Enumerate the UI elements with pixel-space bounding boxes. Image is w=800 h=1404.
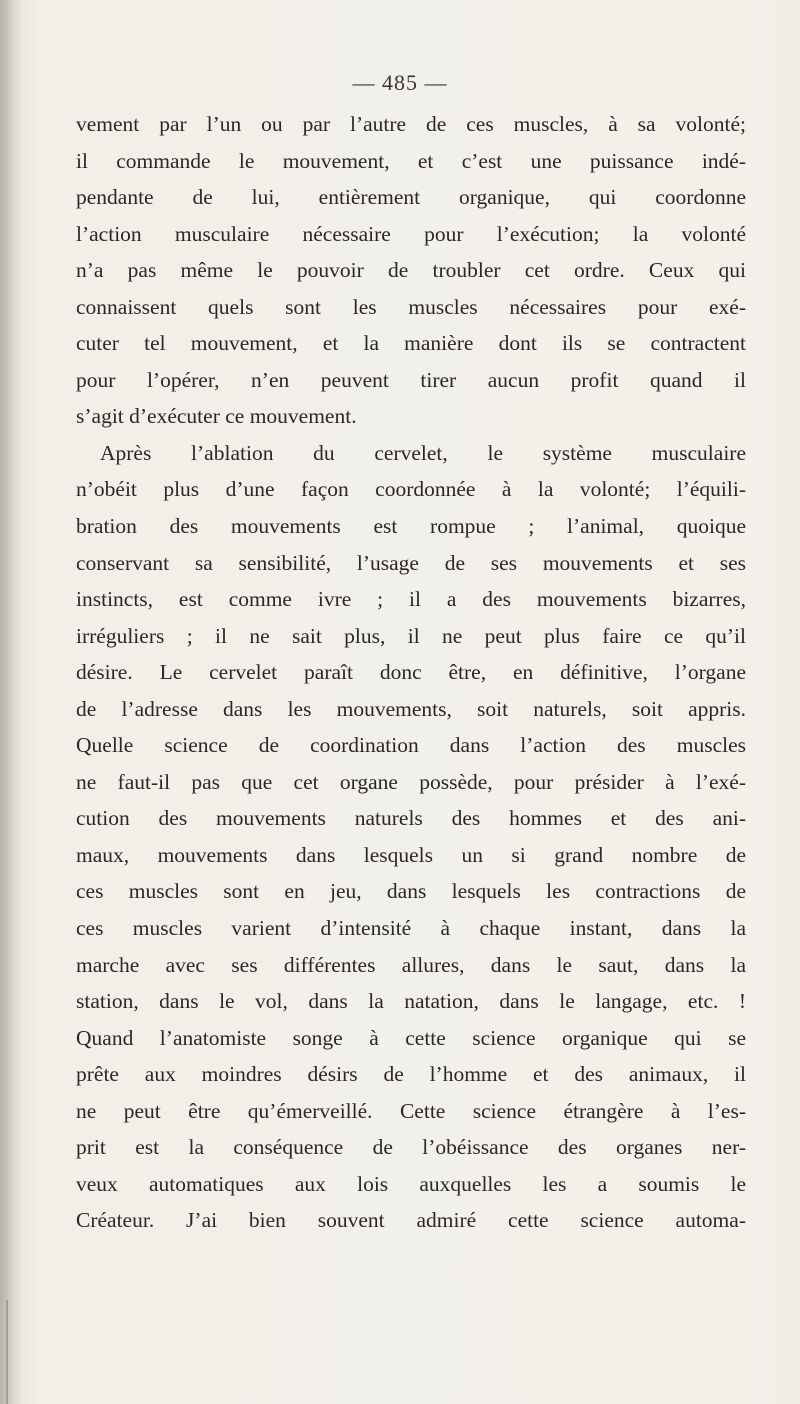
text-line: pour l’opérer, n’en peuvent tirer aucun profit quand il: [76, 367, 746, 392]
binding-edge-mark: [6, 1300, 8, 1404]
text-line: Créateur. J’ai bien souvent admiré cette science automa-: [76, 1208, 746, 1233]
text-line: ne peut être qu’émerveillé. Cette science étrangère à l’es-: [76, 1098, 746, 1123]
text-line: ne faut-il pas que cet organe possède, pour présider à l’exé-: [76, 769, 746, 794]
text-line: cution des mouvements naturels des hommes et des ani-: [76, 806, 746, 831]
text-line: désire. Le cervelet paraît donc être, en définitive, l’organe: [76, 660, 746, 685]
binding-gutter-shadow: [0, 0, 22, 1404]
text-line: cuter tel mouvement, et la manière dont ils se contractent: [76, 331, 746, 356]
text-line: prit est la conséquence de l’obéissance des organes ner-: [76, 1135, 746, 1160]
text-line: veux automatiques aux lois auxquelles les a soumis le: [76, 1171, 746, 1196]
text-line: de l’adresse dans les mouvements, soit naturels, soit appris.: [76, 696, 746, 721]
text-line: station, dans le vol, dans la natation, dans le langage, etc. !: [76, 989, 746, 1014]
text-line: Quand l’anatomiste songe à cette science organique qui se: [76, 1025, 746, 1050]
text-line: irréguliers ; il ne sait plus, il ne peut plus faire ce qu’il: [76, 623, 746, 648]
text-line: ces muscles varient d’intensité à chaque instant, dans la: [76, 916, 746, 941]
text-line: pendante de lui, entièrement organique, qui coordonne: [76, 185, 746, 210]
text-line: ces muscles sont en jeu, dans lesquels les contractions de: [76, 879, 746, 904]
text-line: il commande le mouvement, et c’est une puissance indé-: [76, 148, 746, 173]
text-line: connaissent quels sont les muscles nécessaires pour exé-: [76, 294, 746, 319]
text-line: maux, mouvements dans lesquels un si grand nombre de: [76, 842, 746, 867]
text-line: n’a pas même le pouvoir de troubler cet ordre. Ceux qui: [76, 258, 746, 283]
text-line: conservant sa sensibilité, l’usage de ses mouvements et ses: [76, 550, 746, 575]
text-line: s’agit d’exécuter ce mouvement.: [76, 404, 357, 429]
text-line: vement par l’un ou par l’autre de ces muscles, à sa volonté;: [76, 112, 746, 136]
text-line: Quelle science de coordination dans l’action des muscles: [76, 733, 746, 758]
text-line: n’obéit plus d’une façon coordonnée à la volonté; l’équili-: [76, 477, 746, 502]
text-line: l’action musculaire nécessaire pour l’exécution; la volonté: [76, 221, 746, 246]
text-line: bration des mouvements est rompue ; l’animal, quoique: [76, 514, 746, 539]
text-line: instincts, est comme ivre ; il a des mouvements bizarres,: [76, 587, 746, 612]
text-line: marche avec ses différentes allures, dans le saut, dans la: [76, 952, 746, 977]
page-number: — 485 —: [352, 70, 448, 95]
body-text: [76, 106, 746, 1239]
paragraph-start-line: Après l’ablation du cervelet, le système musculaire: [100, 440, 746, 465]
text-line: prête aux moindres désirs de l’homme et des animaux, il: [76, 1062, 746, 1087]
